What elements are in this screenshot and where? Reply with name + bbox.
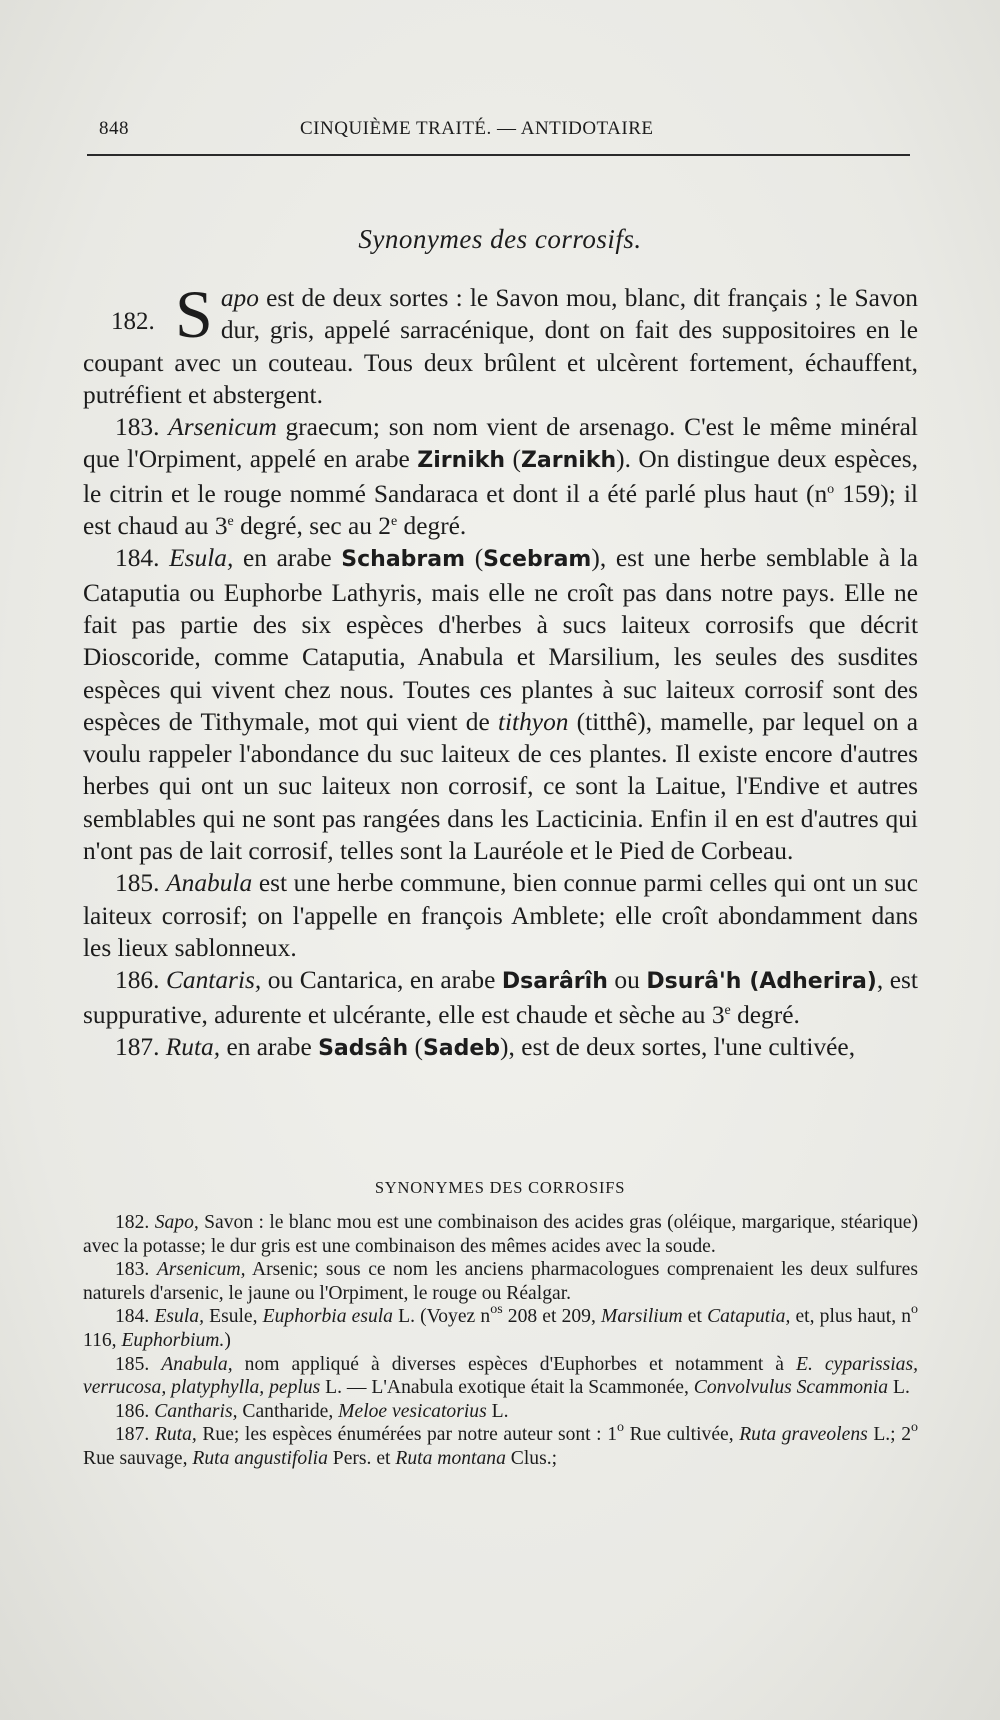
arabic-term: Sadsâh	[318, 1035, 409, 1061]
italic-term: Ruta montana	[395, 1447, 506, 1469]
footnotes	[83, 1211, 918, 1471]
paragraph-184	[83, 542, 918, 867]
superscript: e	[724, 1002, 731, 1018]
text-run: et, plus haut, n	[790, 1306, 912, 1328]
text-run: (titthê), mamelle, par lequel on a voulu rappeler l'abondance du suc laiteux de ces plantes. Il existe encore d'autres herbes qui ont un suc laiteux non corrosif, ce sont la Laitue, l'Endive et autres semblables qui ne sont pas rangées dans les Lacticinia. Enfin il en est d'autres qui n'ont pas de lait corrosif, telles sont la Lauréole et le Pied de Corbeau.	[83, 707, 918, 866]
drop-capital: S	[175, 276, 213, 352]
section-title: Synonymes des corrosifs.	[358, 224, 642, 254]
italic-term: Euphorbia esula	[262, 1306, 393, 1328]
note-number: 185.	[115, 1353, 150, 1375]
text-run: degré, sec au 2	[233, 512, 391, 541]
lead-term: Ruta,	[154, 1424, 197, 1446]
italic-term: Cataputia,	[707, 1306, 791, 1328]
italic-term: Ruta graveolens	[739, 1424, 868, 1446]
italic-term: Euphorbium.	[121, 1329, 225, 1351]
paragraph-number: 184.	[115, 544, 160, 573]
lead-term: Esula,	[169, 544, 234, 573]
paragraph-185	[83, 867, 918, 964]
arabic-term: Dsarârîh	[501, 969, 608, 995]
text-run: ). On distingue deux espèces, le citrin et le rouge nommé Sandaraca et dont il a été parlé plus haut (n	[83, 445, 918, 508]
text-run: ), est de deux sortes, l'une cultivée,	[500, 1032, 856, 1061]
lead-term: apo	[220, 284, 259, 312]
text-run: Esule,	[203, 1306, 263, 1328]
running-title: CINQUIÈME TRAITÉ. — ANTIDOTAIRE	[300, 118, 654, 139]
superscript: e	[227, 514, 234, 530]
text-run: ou	[607, 966, 647, 995]
lead-term: Cantaris,	[165, 966, 262, 995]
page-number: 848	[99, 118, 129, 139]
notes-title: SYNONYMES DES CORROSIFS	[374, 1178, 626, 1197]
paragraph-183	[83, 411, 918, 542]
text-run: degré.	[397, 512, 467, 541]
header-rule	[87, 154, 910, 156]
lead-term: Arsenicum	[168, 413, 277, 442]
text-run: , est suppurative, adurente et ulcérante, elle est chaude et sèche au 3	[83, 966, 918, 1029]
paragraph-187	[83, 1031, 918, 1065]
lead-term: Ruta,	[165, 1032, 221, 1061]
arabic-term: Zarnikh	[520, 448, 617, 474]
text-run: (	[505, 445, 521, 474]
text-run: )	[224, 1329, 231, 1351]
note-number: 186.	[115, 1400, 150, 1422]
text-run: 116,	[83, 1329, 122, 1351]
text-run: graecum; son nom vient de arsenago. C'est le même minéral que l'Orpiment, appelé en arabe	[83, 413, 918, 474]
note-185	[83, 1353, 918, 1400]
arabic-term: Zirnikh	[417, 448, 506, 474]
lead-term: Anabula,	[161, 1353, 233, 1375]
paragraph-number: 186.	[115, 966, 160, 995]
lead-term: Esula,	[154, 1306, 204, 1328]
text-run: ou Cantarica, en arabe	[261, 966, 502, 995]
arabic-term: Dsurâ'h (Adherira)	[646, 969, 877, 995]
note-text: Arsenic; sous ce nom les anciens pharmacologues comprenaient les deux sulfures naturels d'arsenic, le jaune ou l'Orpiment, le rouge ou Réalgar.	[83, 1259, 918, 1304]
text-run: L.	[888, 1377, 910, 1399]
superscript: os	[490, 1302, 503, 1318]
note-number: 187.	[115, 1424, 150, 1446]
note-183	[83, 1258, 918, 1305]
text-run: Rue; les espèces énumérées par notre auteur sont : 1	[196, 1424, 617, 1446]
superscript: o	[827, 481, 835, 497]
text-run: Cantharide,	[237, 1400, 339, 1422]
italic-term: Ruta angustifolia	[192, 1447, 328, 1469]
note-number: 183.	[115, 1259, 150, 1281]
paragraph-number: 183.	[115, 413, 160, 442]
paragraph-182	[83, 276, 918, 411]
italic-term: Meloe vesicatorius	[338, 1400, 487, 1422]
text-run: Pers. et	[327, 1447, 396, 1469]
superscript: o	[617, 1420, 624, 1436]
paragraph-text: est de deux sortes : le Savon mou, blanc, dit français ; le Savon dur, gris, appelé sarracénique, dont on fait des suppositoires en le coupant avec un couteau. Tous deux brûlent et ulcèrent fortement, échauffent, putréfient et abstergent.	[83, 284, 918, 409]
superscript: o	[911, 1420, 918, 1436]
arabic-term: Schabram	[341, 547, 466, 573]
text-run: et	[682, 1306, 708, 1328]
paragraph-number: 182.	[111, 308, 155, 335]
arabic-term: Sadeb	[422, 1035, 501, 1061]
lead-term: Cantharis,	[154, 1400, 238, 1422]
paragraph-text: est une herbe commune, bien connue parmi celles qui ont un suc laiteux corrosif; on l'appelle en françois Amblete; elle croît abondamment dans les lieux sablonneux.	[83, 869, 918, 962]
lead-term: Anabula	[166, 869, 253, 898]
paragraph-186	[83, 964, 918, 1031]
italic-term: tithyon	[497, 707, 569, 736]
italic-term: E. cyparissias, verrucosa, platyphylla, peplus	[83, 1353, 918, 1399]
lead-term: Arsenicum,	[156, 1259, 246, 1281]
note-number: 184.	[115, 1306, 150, 1328]
main-text	[83, 276, 918, 1065]
note-187	[83, 1420, 918, 1470]
superscript: o	[911, 1302, 919, 1318]
text-run: en arabe	[220, 1032, 319, 1061]
superscript: e	[390, 514, 398, 530]
note-number: 182.	[115, 1212, 150, 1233]
text-run: L. (Voyez n	[392, 1306, 491, 1328]
note-text: Savon : le blanc mou est une combinaison des acides gras (oléique, margarique, stéarique) avec la potasse; le dur gris est une combinaison des mêmes acides avec la soude.	[83, 1212, 918, 1257]
note-186	[83, 1400, 918, 1424]
text-run: ), est une herbe semblable à la Cataputia ou Euphorbe Lathyris, mais elle ne croît pas dans notre pays. Elle ne fait pas partie des six espèces d'herbes à sucs laiteux corrosifs que décrit Dioscoride, comme Cataputia, Anabula et Marsilium, les seules des susdites espèces qui vivent chez nous. Toutes ces plantes à suc laiteux corrosif sont des espèces de Tithymale, mot qui vient de	[83, 544, 918, 736]
text-run: Rue sauvage,	[83, 1447, 193, 1469]
text-run: Clus.;	[505, 1447, 558, 1469]
text-run: L. — L'Anabula exotique était la Scammonée,	[320, 1377, 694, 1399]
paragraph-number: 187.	[115, 1032, 160, 1061]
text-run: L.; 2	[867, 1424, 911, 1446]
italic-term: Marsilium	[601, 1306, 683, 1328]
text-run: L.	[486, 1400, 509, 1422]
text-run: 208 et 209,	[502, 1306, 601, 1328]
text-run: en arabe	[233, 544, 342, 573]
note-182	[83, 1211, 918, 1258]
italic-term: Convolvulus Scammonia	[693, 1377, 889, 1399]
arabic-term: Scebram	[483, 547, 592, 573]
text-run: (	[408, 1032, 423, 1061]
lead-term: Sapo,	[154, 1212, 199, 1233]
text-run: degré.	[730, 1000, 800, 1029]
text-run: (	[465, 544, 484, 573]
text-run: 159); il est chaud au 3	[83, 479, 918, 541]
note-184	[83, 1302, 919, 1352]
text-run: nom appliqué à diverses espèces d'Euphorbes et notamment à	[232, 1353, 797, 1375]
text-run: Rue cultivée,	[624, 1424, 740, 1446]
paragraph-number: 185.	[115, 869, 160, 898]
